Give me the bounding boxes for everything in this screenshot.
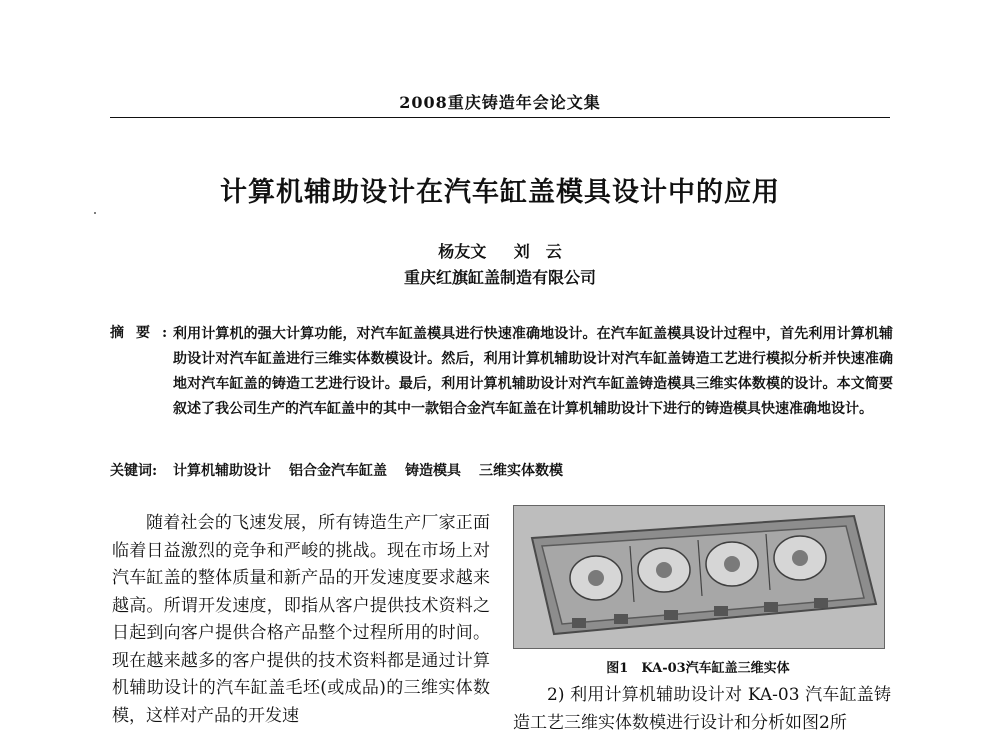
keyword: 铸造模具 [405,463,461,479]
header-rule [110,117,890,118]
abstract-text: 利用计算机的强大计算功能，对汽车缸盖模具进行快速准确地设计。在汽车缸盖模具设计过程中，首先利用计算机辅助设计对汽车缸盖进行三维实体数模设计。然后，利用计算机辅助设计对汽车缸盖铸造工艺进行模拟分析并快速准确地对汽车缸盖的铸造工艺进行设计。最后，利用计算机辅助设计对汽车缸盖铸造模具三维实体数模的设计。本文简要叙述了我公司生产的汽车缸盖中的其中一款铝合金汽车缸盖在计算机辅助设计下进行的铸造模具快速准确地设计。 [173,326,893,417]
author-name: 杨友文 [438,242,487,261]
body-paragraph: 随着社会的飞速发展，所有铸造生产厂家正面临着日益激烈的竞争和严峻的挑战。现在市场上对汽车缸盖的整体质量和新产品的开发速度要求越来越高。所谓开发速度，即指从客户提供技术资料之日起到向客户提供合格产品整个过程所用的时间。现在越来越多的客户提供的技术资料都是通过计算机辅助设计的汽车缸盖毛坯(或成品)的三维实体数模，这样对产品的开发速 [112,513,490,726]
right-column-paragraph: 2) 利用计算机辅助设计对 KA-03 汽车缸盖铸造工艺三维实体数模进行设计和分析如图2所 [513,685,891,733]
keyword: 三维实体数模 [479,463,563,479]
cylinder-head-illustration [514,506,884,648]
scan-speck [94,212,96,214]
figure-cylinder-head-render [513,505,885,649]
running-header: 2008重庆铸造年会论文集 [399,93,601,112]
author-name: 刘 云 [513,242,562,261]
keyword: 铝合金汽车缸盖 [289,463,387,479]
affiliation: 重庆红旗缸盖制造有限公司 [403,268,596,287]
keywords-label: 关键词: [110,463,158,479]
paper-title: 计算机辅助设计在汽车缸盖模具设计中的应用 [220,177,780,208]
abstract-label: 摘要: [110,325,180,341]
figure-caption: 图1 KA-03汽车缸盖三维实体 [606,661,790,676]
keywords-list [173,460,563,480]
author-list [110,239,890,262]
keyword: 计算机辅助设计 [173,463,271,479]
